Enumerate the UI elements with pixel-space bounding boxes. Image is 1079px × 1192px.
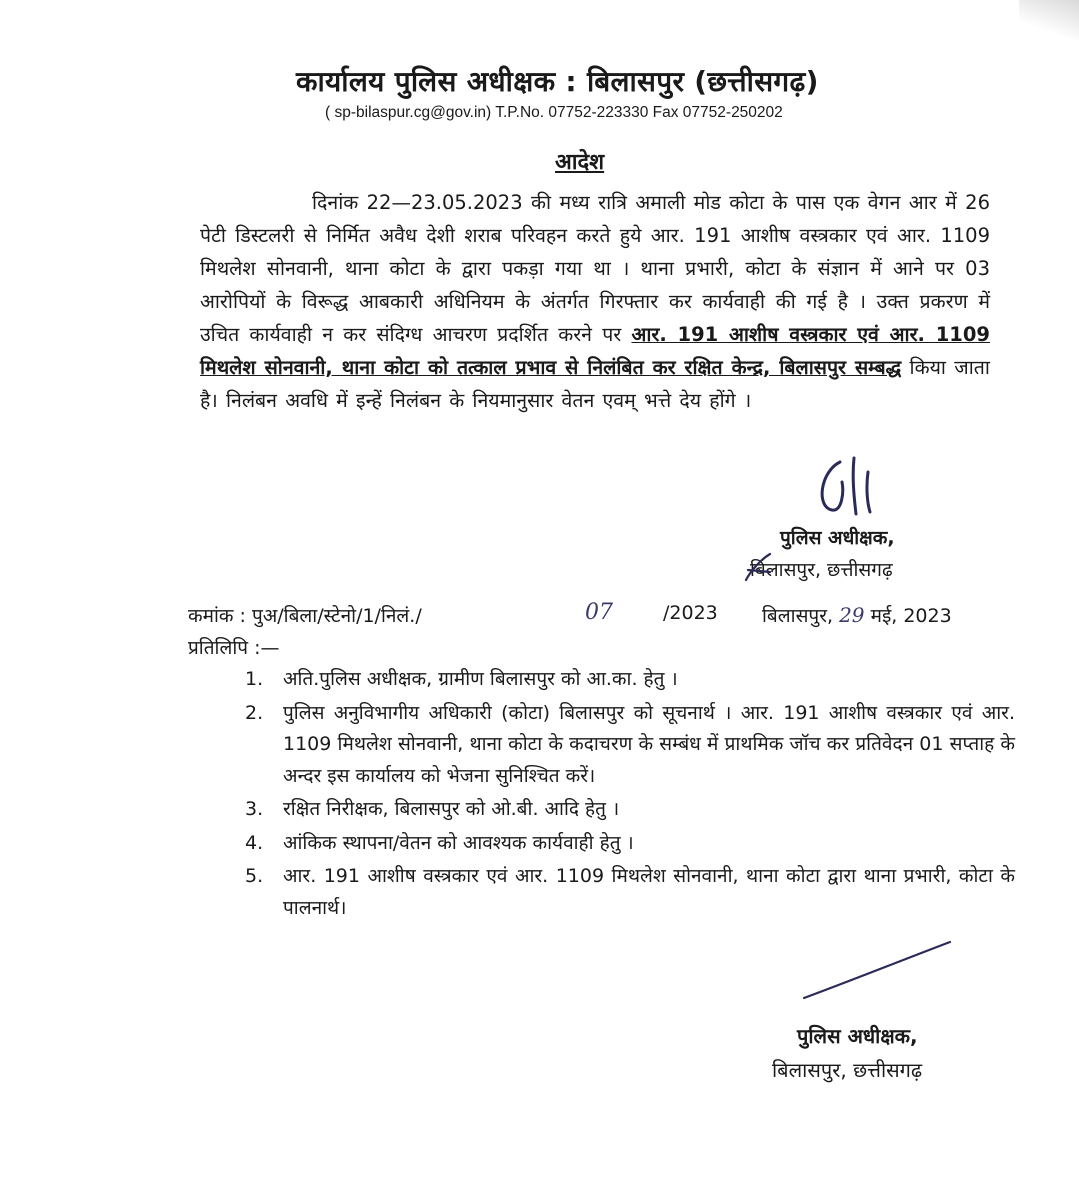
reference-number-handwritten: 07 xyxy=(585,600,613,625)
reference-year: /2023 xyxy=(663,602,718,624)
order-text-part2: किया जाता है। निलंबन अवधि में इन्हें निलंबन के नियमानुसार वेतन एवम् भत्ते देय होंगे । xyxy=(200,356,990,412)
order-text-bold: आर. 191 आशीष वस्त्रकार एवं आर. 1109 मिथलेश सोनवानी, थाना कोटा को तत्काल प्रभाव से निलंबित कर रक्षित केन्द्र, बिलासपुर सम्बद्ध xyxy=(200,323,991,379)
signatory-place-2: बिलासपुर, छत्तीसगढ़ xyxy=(772,1058,923,1082)
office-title: कार्यालय पुलिस अधीक्षक : बिलासपुर (छत्तीसगढ़) xyxy=(296,65,819,98)
signatory-title-2: पुलिस अधीक्षक, xyxy=(797,1024,918,1048)
copy-item-3: 3. रक्षित निरीक्षक, बिलासपुर को ओ.बी. आदि हेतु । xyxy=(245,798,620,820)
signature-mark-1 xyxy=(810,452,900,522)
order-text-part1: दिनांक 22—23.05.2023 की मध्य रात्रि अमाली मोड कोटा के पास एक वेगन आर में 26 पेटी डिस्टलरी से निर्मित अवैध देशी शराब परिवहन करते हुये आर. 191 आशीष वस्त्रकार एवं आर. 1109 मिथलेश सोनवानी, थाना कोटा के द्वारा पकड़ा गया था । थाना प्रभारी, कोटा के संज्ञान में आने पर 03 आरोपियों के विरूद्ध आबकारी अधिनियम के अंतर्गत गिरफ्तार कर कार्यवाही की गई है । उक्त प्रकरण में उचित कार्यवाही न कर संदिग्ध आचरण प्रदर्शित करने पर xyxy=(200,191,990,346)
date-place: बिलासपुर, xyxy=(762,605,834,627)
date-day-handwritten: 29 xyxy=(839,603,865,627)
copy-to-label: प्रतिलिपि :— xyxy=(188,637,280,659)
copy-item-2: 2. पुलिस अनुविभागीय अधिकारी (कोटा) बिलासपुर को सूचनार्थ । आर. 191 आशीष वस्त्रकार एवं आर. 1109 मिथलेश सोनवानी, थाना कोटा के कदाचरण के सम्बंध में प्राथमिक जॉच कर प्रतिवेदन 01 सप्ताह के अन्दर इस कार्यालय को भेजना सुनिश्चित करें। xyxy=(245,701,1015,787)
copy-item-5: 5. आर. 191 आशीष वस्त्रकार एवं आर. 1109 मिथलेश सोनवानी, थाना कोटा द्वारा थाना प्रभारी, कोटा के पालनार्थ। xyxy=(245,865,1015,919)
date-month-year: मई, 2023 xyxy=(870,605,952,627)
order-body-paragraph xyxy=(200,186,990,417)
reference-number-prefix: कमांक : पुअ/बिला/स्टेनो/1/निलं./ xyxy=(188,605,422,627)
signature-mark-2 xyxy=(800,936,960,1006)
office-contact-line: ( sp-bilaspur.cg@gov.in) T.P.No. 07752-223330 Fax 07752-250202 xyxy=(325,104,783,121)
signature-initial-1 xyxy=(740,550,780,584)
copy-to-list xyxy=(245,664,1015,926)
copy-item-1: 1. अति.पुलिस अधीक्षक, ग्रामीण बिलासपुर को आ.का. हेतु । xyxy=(245,668,678,690)
signatory-place-1: बिलासपुर, छत्तीसगढ़ xyxy=(750,559,893,581)
order-heading: आदेश xyxy=(555,150,605,175)
reference-date xyxy=(762,602,952,628)
signatory-title-1: पुलिस अधीक्षक, xyxy=(780,527,895,549)
page-corner-shadow xyxy=(1019,0,1079,40)
copy-item-4: 4. आंकिक स्थापना/वेतन को आवश्यक कार्यवाही हेतु । xyxy=(245,831,634,854)
